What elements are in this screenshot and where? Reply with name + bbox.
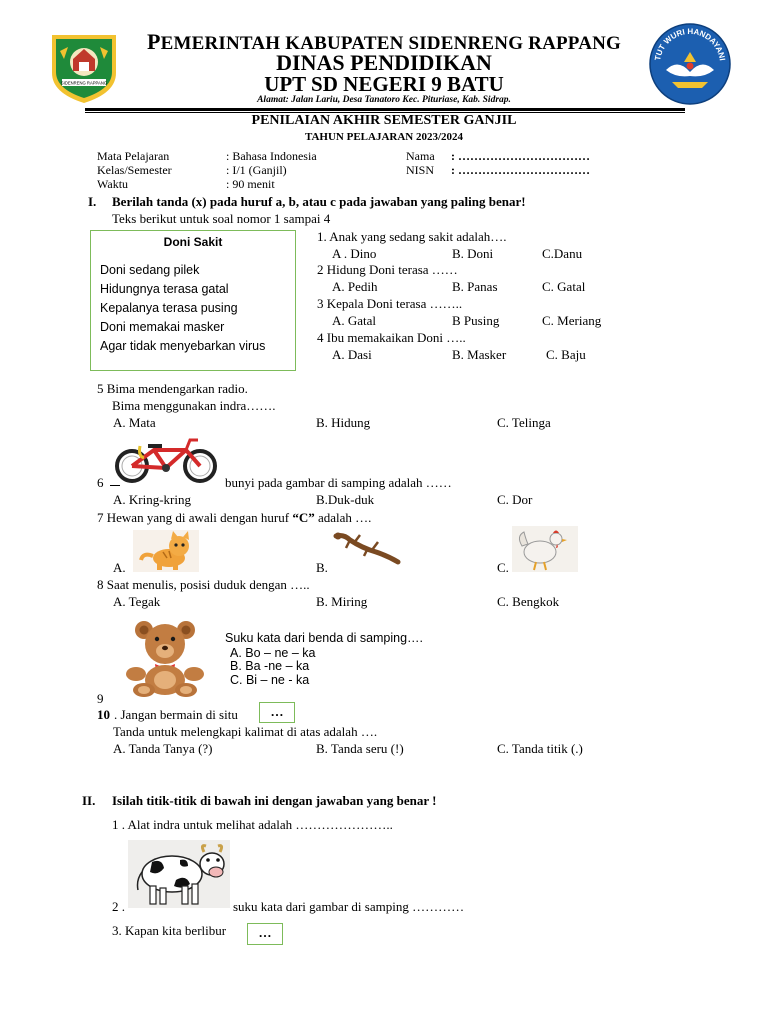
story-box: [90, 230, 296, 371]
header-address: Alamat: Jalan Lariu, Desa Tanatoro Kec. Pituriase, Kab. Sidrap.: [257, 95, 511, 105]
subject-value: : Bahasa Indonesia: [226, 149, 317, 163]
question-4: 4 Ibu memakaikan Doni …..: [317, 330, 466, 345]
q9-option-b[interactable]: B. Ba -ne – ka: [230, 659, 310, 673]
cow-image-icon: [128, 840, 230, 908]
section1-number: I.: [88, 194, 97, 209]
section2-question-2: suku kata dari gambar di samping …………: [233, 899, 465, 914]
question-6-number: 6: [97, 475, 104, 490]
question-9-number: 9: [97, 691, 104, 706]
question-6: bunyi pada gambar di samping adalah ……: [225, 475, 452, 490]
q9-option-a[interactable]: A. Bo – ne – ka: [230, 646, 316, 660]
question-5: 5 Bima mendengarkan radio.: [97, 381, 248, 396]
chicken-image-icon: [512, 526, 578, 572]
q8-option-a[interactable]: A. Tegak: [113, 594, 161, 609]
q5-option-c[interactable]: C. Telinga: [497, 415, 551, 430]
q1-option-b[interactable]: B. Doni: [452, 246, 494, 261]
question-1: 1. Anak yang sedang sakit adalah….: [317, 229, 507, 244]
cat-image-icon: [133, 530, 199, 572]
q8-option-b[interactable]: B. Miring: [316, 594, 368, 609]
question-10-line2: Tanda untuk melengkapi kalimat di atas adalah ….: [113, 724, 378, 739]
bicycle-image-icon: [110, 436, 222, 484]
exam-title: PENILAIAN AKHIR SEMESTER GANJIL: [251, 113, 517, 128]
story-line: Hidungnya terasa gatal: [100, 282, 229, 296]
q4-option-b[interactable]: B. Masker: [452, 347, 507, 362]
exam-year: TAHUN PELAJARAN 2023/2024: [304, 131, 464, 143]
q4-option-a[interactable]: A. Dasi: [332, 347, 372, 362]
q10-option-b[interactable]: B. Tanda seru (!): [316, 741, 404, 756]
nisn-field[interactable]: : ……………………………: [451, 163, 590, 177]
question-10: . Jangan bermain di situ: [114, 707, 238, 722]
nisn-label: NISN: [406, 163, 435, 177]
q7-option-b[interactable]: B.: [316, 560, 328, 575]
q7-option-a[interactable]: A.: [113, 560, 126, 575]
class-value: : I/1 (Ganjil): [226, 163, 287, 177]
name-field[interactable]: : ……………………………: [451, 149, 590, 163]
section1-text-intro: Teks berikut untuk soal nomor 1 sampai 4: [112, 211, 331, 226]
q8-option-c[interactable]: C. Bengkok: [497, 594, 560, 609]
q3-option-c[interactable]: C. Meriang: [542, 313, 602, 328]
q2-option-c[interactable]: C. Gatal: [542, 279, 586, 294]
q6-underline: [110, 485, 120, 486]
question-9: Suku kata dari benda di samping….: [225, 631, 424, 645]
q10-answer-box[interactable]: …: [259, 702, 295, 723]
story-line: Doni sedang pilek: [100, 263, 200, 277]
q5-option-b[interactable]: B. Hidung: [316, 415, 371, 430]
class-label: Kelas/Semester: [97, 163, 172, 177]
section2-instruction: Isilah titik-titik di bawah ini dengan jawaban yang benar !: [112, 793, 437, 808]
story-title: Doni Sakit: [163, 235, 223, 249]
q2-option-a[interactable]: A. Pedih: [332, 279, 378, 294]
q10-option-a[interactable]: A. Tanda Tanya (?): [113, 741, 213, 756]
q2-option-b[interactable]: B. Panas: [452, 279, 498, 294]
story-line: Doni memakai masker: [100, 320, 225, 334]
lizard-image-icon: [332, 530, 402, 566]
header-department: DINAS PENDIDIKAN: [276, 50, 492, 75]
section1-instruction: Berilah tanda (x) pada huruf a, b, atau c pada jawaban yang paling benar!: [112, 194, 526, 209]
logo-motto-text: TUT WURI HANDAYANI: [653, 26, 727, 62]
story-body: [100, 261, 265, 356]
question-3: 3 Kepala Doni terasa ……..: [317, 296, 463, 311]
q10-option-c[interactable]: C. Tanda titik (.): [497, 741, 583, 756]
header-government: PEMERINTAH KABUPATEN SIDENRENG RAPPANG: [146, 29, 622, 54]
q7-option-c[interactable]: C.: [497, 560, 509, 575]
section2-q3-answer-box[interactable]: …: [247, 923, 283, 945]
q9-option-c[interactable]: C. Bi – ne - ka: [230, 673, 310, 687]
q3-option-a[interactable]: A. Gatal: [332, 313, 377, 328]
q3-option-b[interactable]: B Pusing: [452, 313, 500, 328]
question-10-number: 10: [97, 707, 110, 722]
section2-question-3: 3. Kapan kita berlibur: [112, 923, 227, 938]
question-5-line2: Bima menggunakan indra…….: [112, 398, 276, 413]
q6-option-b[interactable]: B.Duk-duk: [316, 492, 375, 507]
time-label: Waktu: [97, 177, 129, 191]
q4-option-c[interactable]: C. Baju: [546, 347, 586, 362]
q6-option-c[interactable]: C. Dor: [497, 492, 533, 507]
teddy-bear-image-icon: [122, 620, 208, 698]
q5-option-a[interactable]: A. Mata: [113, 415, 156, 430]
header-rule-thick: [85, 108, 685, 111]
q6-option-a[interactable]: A. Kring-kring: [113, 492, 191, 507]
question-8: 8 Saat menulis, posisi duduk dengan …..: [97, 577, 310, 592]
time-value: : 90 menit: [226, 177, 275, 191]
story-line: Agar tidak menyebarkan virus: [100, 339, 266, 353]
section2-question-2-number: 2 .: [112, 899, 125, 914]
emblem-text: SIDENRENG RAPPANG: [60, 80, 108, 86]
story-line: Kepalanya terasa pusing: [100, 301, 238, 315]
q1-option-c[interactable]: C.Danu: [542, 246, 583, 261]
question-7: 7 Hewan yang di awali dengan huruf “C” adalah ….: [97, 510, 372, 525]
subject-label: Mata Pelajaran: [97, 149, 170, 163]
q1-option-a[interactable]: A . Dino: [332, 246, 377, 261]
section2-number: II.: [82, 793, 96, 808]
header-school: UPT SD NEGERI 9 BATU: [264, 72, 504, 96]
question-2: 2 Hidung Doni terasa ……: [317, 262, 458, 277]
section2-question-1: 1 . Alat indra untuk melihat adalah …………………..: [112, 817, 393, 832]
name-label: Nama: [406, 149, 435, 163]
